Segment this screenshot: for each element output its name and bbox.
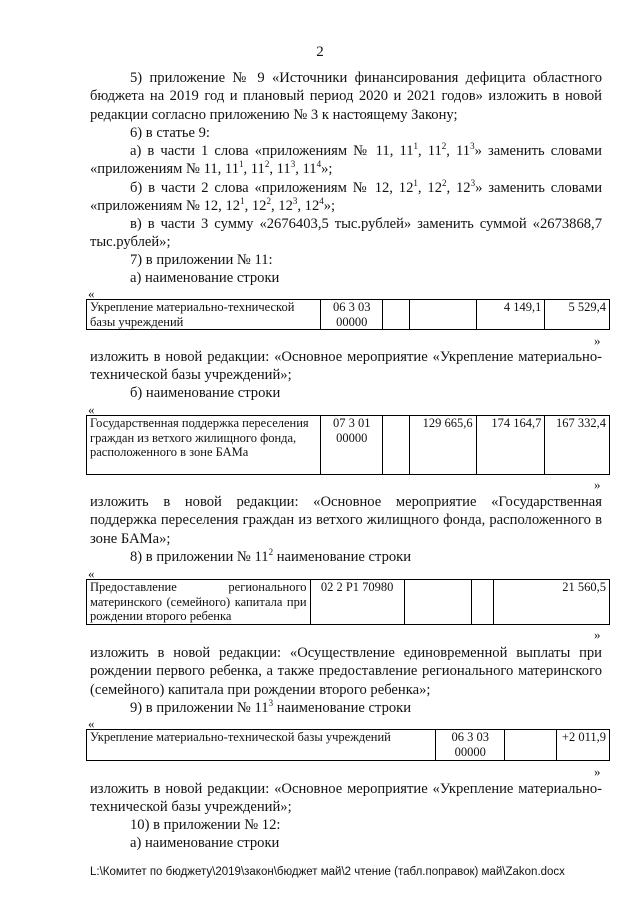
close-quote: » bbox=[594, 477, 601, 492]
cell-name: Укрепление материально-технической базы учреждений bbox=[87, 730, 436, 761]
cell-code: 07 3 01 00000 bbox=[320, 416, 382, 475]
cell-name: Укрепление материально-технической базы учреждений bbox=[87, 300, 321, 330]
table-row bbox=[87, 300, 610, 330]
item-6b-paragraph: б) в части 2 слова «приложениям № 12, $12^1$, $12^2$, $12^3$» заменить словами «приложениям № 12, $12^1$, $12^2$, $12^3$, $12^4$»; bbox=[90, 178, 603, 215]
table-row bbox=[87, 416, 610, 475]
cell-code: 02 2 Р1 70980 bbox=[310, 580, 404, 625]
cell-4 bbox=[472, 580, 493, 625]
table-8 bbox=[86, 579, 610, 625]
cell-name: Предоставление регионального материнского (семейного) капитала при рождении второго ребенка bbox=[87, 580, 311, 625]
item-7a-heading: а) наименование строки bbox=[130, 270, 280, 286]
cell-name: Государственная поддержка переселения граждан из ветхого жилищного фонда, расположенного в зоне БАМа bbox=[87, 416, 321, 475]
cell-code: 06 3 03 00000 bbox=[320, 300, 382, 330]
cell-3 bbox=[383, 300, 409, 330]
item-8-replacement: изложить в новой редакции: «Осуществление единовременной выплаты при рождении первого ребенка, а также предоставление регионального материнского (семейного) капитала при рождении второго ребенка»; bbox=[90, 645, 602, 698]
cell-3 bbox=[383, 416, 409, 475]
item-7-heading: 7) в приложении № 11: bbox=[130, 252, 273, 268]
item-6a-text-1: а) в части 1 слова «приложениям № 11, 11 bbox=[130, 143, 414, 159]
item-7a-replacement: изложить в новой редакции: «Основное мероприятие «Укрепление материально-технической базы учреждений»; bbox=[90, 349, 602, 384]
cell-5: 21 560,5 bbox=[493, 580, 609, 625]
table-9 bbox=[86, 729, 610, 761]
cell-6: 5 529,4 bbox=[545, 300, 610, 330]
cell-3 bbox=[505, 730, 556, 761]
item-7b-replacement: изложить в новой редакции: «Основное мероприятие «Государственная поддержка переселения граждан из ветхого жилищного фонда, расположенного в зоне БАМа»; bbox=[90, 494, 602, 547]
item-9-replacement: изложить в новой редакции: «Основное мероприятие «Укрепление материально-технической базы учреждений»; bbox=[90, 781, 602, 816]
table-7a bbox=[86, 299, 610, 330]
cell-4 bbox=[409, 300, 476, 330]
open-quote: « bbox=[88, 286, 95, 301]
close-quote: » bbox=[594, 333, 601, 348]
item-6-heading: 6) в статье 9: bbox=[130, 125, 210, 141]
table-row bbox=[87, 730, 610, 761]
cell-4: 129 665,6 bbox=[409, 416, 476, 475]
cell-4: +2 011,9 bbox=[556, 730, 609, 761]
close-quote: » bbox=[594, 764, 601, 779]
item-8-heading: 8) в приложении № $11^2$ наименование строки bbox=[130, 547, 412, 565]
item-6a-text-2: заменить словами «приложениям № 11, 11 bbox=[90, 143, 602, 178]
page-number: 2 bbox=[316, 44, 324, 60]
cell-5: 174 164,7 bbox=[476, 416, 545, 475]
item-10a-heading: а) наименование строки bbox=[130, 835, 280, 851]
item-5-paragraph: 5) приложение № 9 «Источники финансирования дефицита областного бюджета на 2019 год и плановый период 2020 и 2021 годов» изложить в новой редакции согласно приложению № 3 к настоящему Закону; bbox=[90, 70, 602, 123]
item-7b-heading: б) наименование строки bbox=[130, 385, 281, 401]
item-6a-paragraph: а) в части 1 слова «приложениям № 11, $11^1$, $11^2$, $11^3$» заменить словами «приложениям № 11, $11^1$, $11^2$, $11^3$, $11^4$»; bbox=[90, 141, 602, 178]
item-10-heading: 10) в приложении № 12: bbox=[130, 817, 281, 833]
file-path-footer: L:\Комитет по бюджету\2019\закон\бюджет май\2 чтение (табл.поправок) май\Zakon.docx bbox=[90, 866, 565, 878]
item-6b-text-1: б) в части 2 слова «приложениям № 12, 12 bbox=[130, 180, 414, 196]
open-quote: « bbox=[88, 566, 95, 581]
cell-6: 167 332,4 bbox=[545, 416, 610, 475]
open-quote: « bbox=[88, 402, 95, 417]
item-9-heading: 9) в приложении № $11^3$ наименование строки bbox=[130, 698, 412, 716]
table-row bbox=[87, 580, 610, 625]
item-6v-paragraph: в) в части 3 сумму «2676403,5 тыс.рублей» заменить суммой «2673868,7 тыс.рублей»; bbox=[90, 216, 602, 251]
item-6b-text-2: заменить словами «приложениям № 12, 12 bbox=[90, 180, 603, 215]
open-quote: « bbox=[88, 716, 95, 731]
table-7b bbox=[86, 415, 610, 475]
cell-5: 4 149,1 bbox=[476, 300, 545, 330]
cell-3 bbox=[404, 580, 472, 625]
close-quote: » bbox=[594, 627, 601, 642]
cell-code: 06 3 03 00000 bbox=[436, 730, 505, 761]
